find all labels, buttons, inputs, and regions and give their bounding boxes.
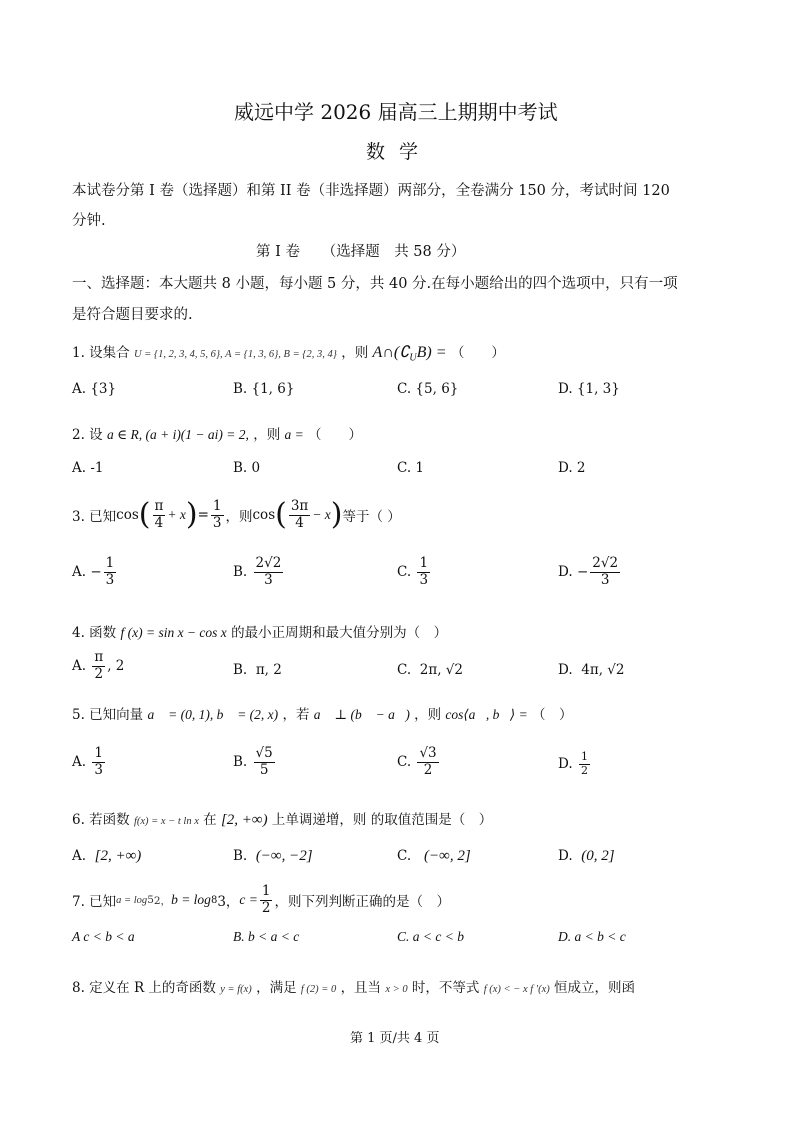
q1-option-b[interactable]: B. {1, 6} <box>233 381 295 397</box>
q6-option-b[interactable] <box>233 848 313 865</box>
q6-c-value: (−∞, 2] <box>424 848 471 864</box>
q4-c-value: 2π, √2 <box>419 662 463 678</box>
q5-prefix: 5. 已知向量 <box>72 707 144 723</box>
q3-end: 等于（ ） <box>342 509 401 525</box>
q3-d-sign: − <box>576 564 589 581</box>
q2-mid: ，则 <box>253 427 281 443</box>
q6-a-value: [2, +∞) <box>94 848 142 864</box>
q3-eq: = <box>197 507 209 523</box>
q6-a-label: A. <box>72 848 87 864</box>
q3-b-frac: $\frac{2√2}{3}$ <box>255 555 282 588</box>
q7-option-d[interactable]: D. a < b < c <box>558 929 626 944</box>
q3-paren-open-2: ( <box>275 497 287 532</box>
exam-title: 威远中学 2026 届高三上期期中考试 <box>234 100 558 124</box>
q3-d-label: D. <box>558 564 573 581</box>
q4-option-b[interactable] <box>233 662 282 678</box>
q3-frac-3pi4: $\frac{3\pi}{4}$ <box>290 497 309 531</box>
q4-prefix: 4. 函数 <box>72 625 117 641</box>
question-5-stem <box>72 703 572 723</box>
question-6-stem <box>72 808 492 829</box>
q1-option-d[interactable]: D. {1, 3} <box>558 381 620 397</box>
section-instructions-2: 是符合题目要求的. <box>72 307 193 323</box>
q8-mid: ，满足 <box>256 980 297 996</box>
q3-a-sign: − <box>90 564 102 581</box>
q5-cos: cos⟨a⃗, b⃗⟩ = <box>445 707 528 722</box>
q3-plus-x: + x <box>167 507 186 522</box>
q3-b-label: B. <box>233 564 248 581</box>
q5-mid2: ，则 <box>414 707 442 723</box>
q3-prefix: 3. 已知 <box>72 509 117 525</box>
q7-a: a = log <box>116 894 148 906</box>
q3-cos-2: cos <box>252 507 276 523</box>
q1-prefix: 1. 设集合 <box>72 345 130 361</box>
q3-frac-pi4: $\frac{\pi}{4}$ <box>154 497 164 531</box>
q6-mid: 在 <box>203 812 217 828</box>
q3-option-b[interactable] <box>233 556 285 588</box>
q3-c-label: C. <box>397 564 412 581</box>
q7-option-b[interactable]: B. b < a < c <box>233 929 300 944</box>
q4-a-label: A. <box>72 658 87 675</box>
section-heading: 第 I 卷 （选择题 共 58 分） <box>256 244 466 260</box>
q7-end: ，则下列判断正确的是（ ） <box>274 894 450 911</box>
q6-d-value: (0, 2] <box>581 848 615 864</box>
q8-end: 恒成立，则函 <box>554 980 636 996</box>
q1-sets: U = {1, 2, 3, 4, 5, 6}, A = {1, 3, 6}, B = {2, 3, 4} <box>133 349 337 360</box>
q2-option-d[interactable]: D. 2 <box>558 460 586 476</box>
q8-expr4: f (x) < − x f ′(x) <box>483 984 550 995</box>
q8-expr1: y = f(x) <box>220 984 252 995</box>
q7-b: b = log <box>171 892 211 908</box>
q6-end: 上单调递增，则 的取值范围是（ ） <box>271 812 493 828</box>
q5-a-label: A. <box>72 754 87 771</box>
q3-a-frac: $\frac{1}{3}$ <box>105 555 115 588</box>
q4-b-label: B. <box>233 662 248 678</box>
q1-option-c[interactable]: C. {5, 6} <box>397 381 459 397</box>
q5-expr: a⃗ = (0, 1), b⃗ = (2, x) <box>147 707 279 722</box>
q8-mid3: 时，不等式 <box>411 980 480 996</box>
q4-option-d[interactable] <box>558 662 624 678</box>
q5-c-frac: $\frac{√3}{2}$ <box>419 745 437 778</box>
q1-expr: A∩(∁ <box>372 344 410 361</box>
q5-b-label: B. <box>233 754 248 771</box>
page-number: 第 1 页/共 4 页 <box>350 1031 440 1046</box>
q4-b-value: π, 2 <box>255 662 282 678</box>
question-1-stem <box>72 341 505 364</box>
q7-b-sub: 8 <box>210 894 218 906</box>
question-2-stem <box>72 423 362 443</box>
q4-end: 的最小正周期和最大值分别为（ ） <box>231 625 448 641</box>
q6-option-d[interactable] <box>558 848 615 865</box>
q6-option-a[interactable] <box>72 848 141 865</box>
question-4-stem <box>72 621 447 641</box>
q7-frac: $\frac{1}{2}$ <box>261 883 271 916</box>
q5-option-c[interactable] <box>397 746 441 778</box>
q3-cos-1: cos <box>116 507 139 523</box>
q1-option-a[interactable]: A. {3} <box>72 381 117 397</box>
q3-minus-x: − x <box>312 507 331 522</box>
q3-paren-close-1: ) <box>185 497 198 532</box>
q2-prefix: 2. 设 <box>72 427 103 443</box>
q6-d-label: D. <box>558 848 573 864</box>
q1-sub: U <box>409 352 417 364</box>
q5-option-d[interactable] <box>558 751 592 777</box>
q6-interval: [2, +∞) <box>220 812 268 828</box>
q2-expr: a ∈ R, (a + i)(1 − ai) = 2, <box>106 427 249 442</box>
q3-frac-13: $\frac{1}{3}$ <box>212 497 222 531</box>
q3-c-frac: $\frac{1}{3}$ <box>419 555 429 588</box>
q2-var: a = <box>284 427 304 442</box>
q4-c-label: C. <box>397 662 412 678</box>
intro-line-2: 分钟. <box>72 213 106 229</box>
q7-c: c = <box>239 892 258 908</box>
q7-prefix: 7. 已知 <box>72 894 117 911</box>
section-instructions-1: 一、选择题：本大题共 8 小题，每小题 5 分，共 40 分.在每小题给出的四个选项中，只有一项 <box>72 276 678 292</box>
q5-blank: （ ） <box>531 707 573 723</box>
intro-line-1: 本试卷分第 I 卷（选择题）和第 II 卷（非选择题）两部分，全卷满分 150 分，考试时间 120 <box>72 183 670 199</box>
q3-a-label: A. <box>72 564 87 581</box>
q4-a-tail: , 2 <box>107 658 125 675</box>
q3-option-d[interactable] <box>558 556 622 588</box>
q3-option-a[interactable] <box>72 556 118 588</box>
q5-option-a[interactable] <box>72 746 107 778</box>
question-3-stem <box>72 492 401 538</box>
question-7-stem <box>72 884 450 916</box>
q3-mid: ，则 <box>225 509 253 525</box>
q7-option-c[interactable]: C. a < c < b <box>397 929 464 944</box>
q4-option-a[interactable] <box>72 650 124 682</box>
q6-b-label: B. <box>233 848 248 864</box>
q3-paren-close-2: ) <box>330 497 343 532</box>
q8-expr3: x > 0 <box>385 984 408 995</box>
q6-c-label: C. <box>397 848 412 864</box>
q5-option-b[interactable] <box>233 746 277 778</box>
question-8-stem <box>72 976 635 996</box>
q6-expr: f(x) = x − t ln x <box>133 816 199 827</box>
q4-option-c[interactable] <box>397 662 463 678</box>
q8-prefix: 8. 定义在 R 上的奇函数 <box>72 980 216 996</box>
q1-expr2: B) = <box>416 344 447 361</box>
q4-d-value: 4π, √2 <box>581 662 625 678</box>
q7-b-tail: 3， <box>217 894 240 911</box>
q8-expr2: f (2) = 0 <box>300 984 337 995</box>
q5-c-label: C. <box>397 754 412 771</box>
subject-title: 数学 <box>366 141 433 163</box>
q6-option-c[interactable] <box>397 848 471 865</box>
q1-mid: ，则 <box>341 345 369 361</box>
q3-option-c[interactable] <box>397 556 432 588</box>
q7-option-a[interactable]: A c < b < a <box>72 929 135 944</box>
q5-d-frac: $\frac{1}{2}$ <box>580 750 588 777</box>
q6-b-value: (−∞, −2] <box>255 848 313 864</box>
q7-a-sub: 5 <box>147 894 154 907</box>
q1-blank: （ ） <box>450 345 505 361</box>
q3-d-frac: $\frac{2√2}{3}$ <box>592 555 619 588</box>
q4-d-label: D. <box>558 662 573 678</box>
q5-cond: a⃗ ⊥ (b⃗ − a⃗) <box>313 707 410 722</box>
q3-paren-open-1: ( <box>138 497 151 532</box>
q4-expr: f (x) = sin x − cos x <box>120 625 227 640</box>
q2-option-a[interactable]: A. -1 <box>72 460 104 476</box>
q2-option-b[interactable]: B. 0 <box>233 460 261 476</box>
q5-a-frac: $\frac{1}{3}$ <box>94 745 103 778</box>
q5-b-frac: $\frac{√5}{5}$ <box>255 745 273 778</box>
q6-prefix: 6. 若函数 <box>72 812 130 828</box>
q7-a-tail: 2， <box>153 894 172 907</box>
q5-mid: ，若 <box>282 707 310 723</box>
q8-mid2: ，且当 <box>340 980 382 996</box>
q5-d-label: D. <box>558 756 573 773</box>
q2-blank: （ ） <box>308 427 363 443</box>
q2-option-c[interactable]: C. 1 <box>397 460 425 476</box>
q4-a-frac: $\frac{\pi}{2}$ <box>94 649 104 682</box>
